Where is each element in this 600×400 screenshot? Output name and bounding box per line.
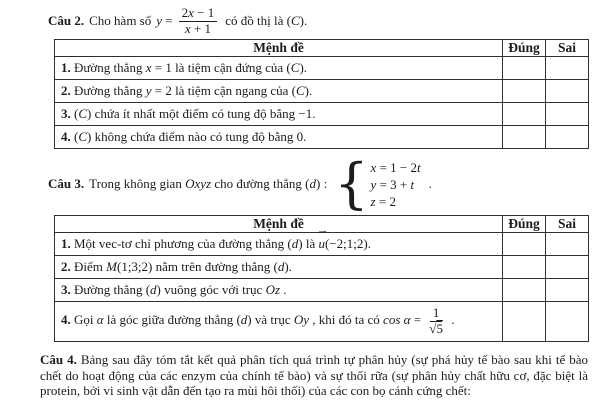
question-2-statement — [48, 5, 588, 37]
statement-cell: 2. Điểm M(1;3;2) nằm trên đường thẳng (d). — [55, 256, 503, 279]
statement-cell: 4. (C) không chứa điểm nào có tung độ bằng 0. — [55, 126, 503, 149]
sai-answer-cell — [546, 233, 589, 256]
statement-cell: 3. (C) chứa ít nhất một điểm có tung độ bằng −1. — [55, 103, 503, 126]
sai-answer-cell — [546, 279, 589, 302]
question-3-label: Câu 3. — [48, 176, 85, 191]
sai-answer-cell — [546, 256, 589, 279]
table-row — [55, 80, 589, 103]
question-2-truth-table — [54, 39, 589, 149]
dung-answer-cell — [503, 233, 546, 256]
dung-answer-cell — [503, 80, 546, 103]
statement-cell: 2. Đường thẳng y = 2 là tiệm cận ngang của (C). — [55, 80, 503, 103]
question-3-truth-table — [54, 215, 589, 342]
false-column-header: Sai — [546, 40, 589, 57]
sai-answer-cell — [546, 126, 589, 149]
question-3-intro: Trong không gian Oxyz cho đường thẳng (d) : — [89, 176, 328, 191]
table-row — [55, 302, 589, 342]
fraction — [179, 6, 218, 36]
sai-answer-cell — [546, 103, 589, 126]
formula-lhs: y = — [156, 13, 173, 28]
table-row — [55, 256, 589, 279]
equation-lines — [371, 160, 421, 209]
table-row — [55, 233, 589, 256]
table-row — [55, 126, 589, 149]
sai-answer-cell — [546, 57, 589, 80]
question-2-intro: Cho hàm số — [89, 13, 152, 28]
statement-cell: 1. Một vec-tơ chỉ phương của đường thẳng (d) là ⇀ u(−2;1;2). — [55, 233, 503, 256]
equation-system — [334, 152, 432, 215]
true-column-header: Đúng — [503, 40, 546, 57]
false-column-header: Sai — [546, 216, 589, 233]
statement-column-header: Mệnh đề — [55, 216, 503, 233]
statement-cell: 4. Gọi α là góc giữa đường thẳng (d) và trục Oy , khi đó ta có cos α = $\frac{1}{√5}$ . — [55, 302, 503, 342]
statement-column-header: Mệnh đề — [55, 40, 503, 57]
statement-cell: 3. Đường thẳng (d) vuông góc với trục Oz . — [55, 279, 503, 302]
fraction-numerator: 2x − 1 — [179, 6, 218, 22]
equation-line: x = 1 − 2t — [370, 159, 421, 175]
dung-answer-cell — [503, 57, 546, 80]
equation-line: z = 2 — [370, 193, 396, 209]
dung-answer-cell — [503, 256, 546, 279]
function-formula — [156, 6, 220, 36]
question-2-label: Câu 2. — [48, 13, 85, 28]
equation-line: y = 3 + t — [370, 176, 415, 192]
sai-answer-cell — [546, 80, 589, 103]
question-4-statement — [40, 352, 588, 399]
question-4-text: Bảng sau đây tóm tắt kết quả phân tích quá trình tự phân hủy (sự phá hủy tế bào sau khi tế bào chết do hoạt động của các enzym của chính tế bào) và sự thối rữa (sự phân hủy chất hữu cơ, đặc biệt là protein, bởi vi sinh vật dẫn đến tạo ra mùi hôi thối) của các con bọ cánh cứng chết: — [40, 352, 588, 398]
table-row — [55, 57, 589, 80]
dung-answer-cell — [503, 279, 546, 302]
statement-cell: 1. Đường thẳng x = 1 là tiệm cận đứng của (C). — [55, 57, 503, 80]
dung-answer-cell — [503, 103, 546, 126]
table-header-row — [55, 40, 589, 57]
table-row — [55, 103, 589, 126]
question-3-statement — [48, 152, 588, 215]
dung-answer-cell — [503, 302, 546, 342]
sai-answer-cell — [546, 302, 589, 342]
dung-answer-cell — [503, 126, 546, 149]
table-row — [55, 279, 589, 302]
left-brace: { — [334, 152, 369, 215]
question-2-outro: có đồ thị là (C). — [225, 13, 308, 28]
fraction-denominator: x + 1 — [184, 20, 211, 36]
true-column-header: Đúng — [503, 216, 546, 233]
sentence-period: . — [428, 176, 432, 191]
question-4-label: Câu 4. — [40, 352, 77, 367]
